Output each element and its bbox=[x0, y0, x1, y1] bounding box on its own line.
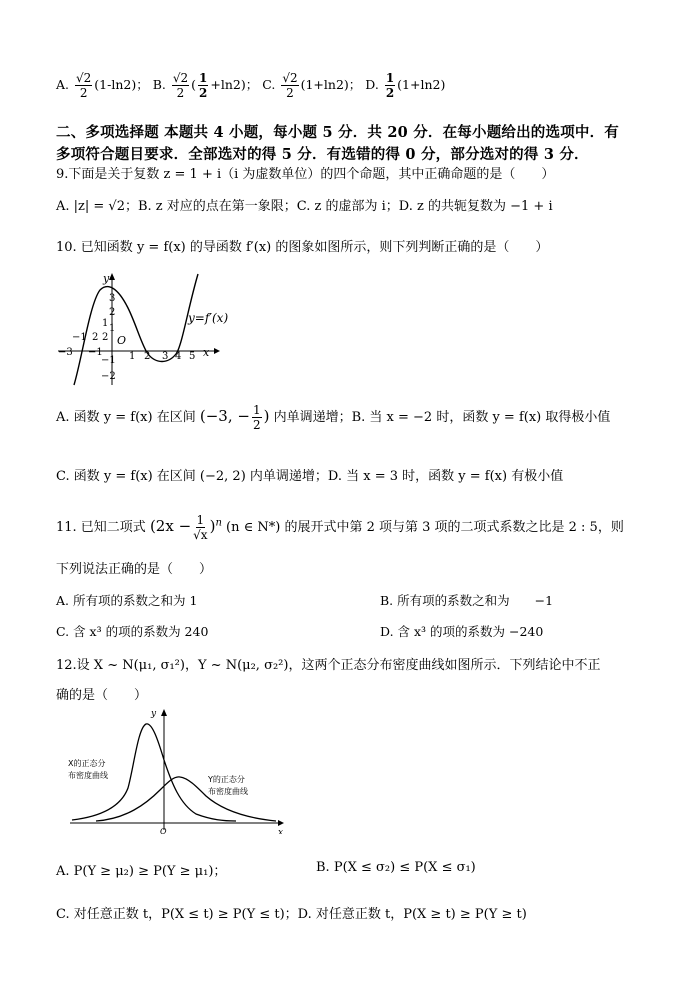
section2-line1: 二、多项选择题 本题共 4 小题，每小题 5 分．共 20 分．在每小题给出的选项中．有 bbox=[56, 124, 619, 141]
q12-y-arrow bbox=[161, 709, 167, 716]
q10-opt-a-den: 2 bbox=[252, 418, 261, 432]
q8-c-den: 2 bbox=[286, 86, 294, 100]
q10-option-ab bbox=[56, 404, 610, 431]
q11-binom-den: √x bbox=[193, 528, 208, 542]
q11-binom-exp: n bbox=[215, 517, 222, 529]
q8-a-den: 2 bbox=[79, 86, 88, 100]
q10-opt-a-num: 1 bbox=[252, 403, 261, 417]
q8-b-inner-den: 2 bbox=[199, 86, 208, 100]
q8-b-fraction bbox=[172, 72, 189, 99]
q11-binom-fraction bbox=[193, 514, 207, 541]
q10-xtick-3: 3 bbox=[162, 351, 169, 362]
q10-opt-a-right: ) bbox=[263, 407, 270, 425]
q8-d-den: 2 bbox=[385, 86, 395, 100]
q11-stem-post: (n ∈ N*) 的展开式中第 2 项与第 3 项的二项式系数之比是 2 : 5，则 bbox=[226, 520, 624, 535]
q11-stem-pre: 11. 已知二项式 bbox=[56, 520, 146, 535]
q10-xtick-4: 4 bbox=[175, 351, 182, 362]
q12-normal-graph bbox=[56, 704, 288, 834]
q8-d-fraction bbox=[385, 72, 395, 99]
q10-opt-a-left: (−3, − bbox=[199, 407, 250, 425]
q11-binom-left: (2x − bbox=[149, 517, 192, 535]
q10-ytick-neg2: −2 bbox=[101, 371, 116, 382]
q11-opt-d: D. 含 x³ 的项的系数为 −240 bbox=[380, 624, 544, 639]
q10-ytick-2: 2 bbox=[109, 307, 116, 318]
q12-x-arrow bbox=[278, 820, 284, 826]
q9-stem: 9.下面是关于复数 z = 1 + i（i 为虚数单位）的四个命题，其中正确命题的是（ ） bbox=[56, 167, 555, 182]
q8-b-num: √2 bbox=[172, 71, 189, 85]
q10-xtick-5: 5 bbox=[189, 351, 196, 362]
q12-y-label: y bbox=[151, 709, 157, 719]
q12-y-curve bbox=[96, 777, 276, 821]
q8-b-label: B. bbox=[152, 77, 166, 92]
q8-b-inner-fraction bbox=[198, 72, 208, 99]
q8-a-num: √2 bbox=[76, 71, 92, 85]
q8-a-fraction bbox=[75, 72, 92, 99]
section2-line2: 多项符合题目要求．全部选对的得 5 分．有选错的得 0 分，部分选对的得 3 分． bbox=[56, 146, 589, 163]
q10-ytick-1: 1 bbox=[109, 323, 116, 334]
q10-ytick-3: 3 bbox=[109, 293, 116, 304]
q10-derivative-curve bbox=[74, 274, 198, 385]
q10-y-label: y bbox=[103, 272, 110, 285]
q9-options: A. |z| = √2；B. z 对应的点在第一象限；C. z 的虚部为 i；D. z 的共轭复数为 −1 + i bbox=[56, 199, 553, 214]
q10-half-top: 1 bbox=[102, 318, 109, 329]
q8-b-tail: +ln2)； bbox=[210, 77, 259, 92]
q10-half-bottom: 2 bbox=[102, 332, 109, 343]
q10-opt-a-pre: A. 函数 y = f(x) 在区间 bbox=[56, 410, 196, 425]
q11-opt-a: A. 所有项的系数之和为 1 bbox=[56, 593, 198, 608]
q8-a-tail: (1-ln2)； bbox=[94, 77, 149, 92]
q12-y-curve-label-1: Y的正态分 bbox=[208, 775, 245, 784]
q10-origin-label: O bbox=[117, 334, 127, 347]
q12-origin-label: O bbox=[160, 827, 167, 834]
q8-d-num: 1 bbox=[385, 71, 395, 85]
q8-options: A. $\frac{√2}{2}$ (1-ln2)； B. $\frac{√2}{2}$ ( $\frac{1}{2}$ +ln2)； C. $\frac{√2}{2}$ (1+ln2)； D. $\frac{1}{2}$ (1+ln2) bbox=[56, 71, 446, 100]
q10-curve-label: y=f′(x) bbox=[188, 311, 229, 325]
q8-b-inner-num: 1 bbox=[199, 71, 208, 85]
q11-binom-num: 1 bbox=[196, 513, 205, 527]
q8-c-num: √2 bbox=[282, 71, 298, 85]
q10-xtick-neg3: −3 bbox=[58, 347, 73, 358]
q8-c-fraction bbox=[281, 72, 298, 99]
q10-neg-half-den: 2 bbox=[92, 332, 99, 343]
q12-x-curve-label-2: 布密度曲线 bbox=[68, 771, 108, 780]
q10-stem: 10. 已知函数 y = f(x) 的导函数 f′(x) 的图象如图所示，则下列判断正确的是（ ） bbox=[56, 240, 549, 255]
q11-opt-c: C. 含 x³ 的项的系数为 240 bbox=[56, 624, 209, 639]
q12-x-label: x bbox=[278, 828, 284, 834]
q12-opt-a: A. P(Y ≥ μ₂) ≥ P(Y ≥ μ₁)； bbox=[56, 864, 227, 879]
q10-neg-half: −1 bbox=[72, 332, 87, 343]
q11-stem-line2: 下列说法正确的是（ ） bbox=[56, 562, 213, 577]
q8-c-tail: (1+ln2)； bbox=[300, 77, 362, 92]
q12-opt-cd: C. 对任意正数 t，P(X ≤ t) ≥ P(Y ≤ t)；D. 对任意正数 t，P(X ≥ t) ≥ P(Y ≥ t) bbox=[56, 907, 527, 922]
q11-binom-right: ) bbox=[209, 517, 216, 535]
q12-stem-line2: 确的是（ ） bbox=[56, 688, 148, 703]
q10-xtick-1: 1 bbox=[129, 351, 136, 362]
q8-c-label: C. bbox=[262, 77, 276, 92]
q10-xtick-neg1: −1 bbox=[88, 347, 103, 358]
q12-x-curve-label-1: X的正态分 bbox=[68, 759, 106, 768]
q12-y-curve-label-2: 布密度曲线 bbox=[208, 787, 248, 796]
q10-opt-a-fraction bbox=[252, 404, 262, 431]
q10-x-label: x bbox=[203, 346, 210, 359]
q10-derivative-graph bbox=[56, 268, 246, 388]
q8-d-tail: (1+ln2) bbox=[397, 77, 446, 92]
q12-stem-line1: 12.设 X ~ N(μ₁, σ₁²)，Y ~ N(μ₂, σ₂²)，这两个正态分布密度曲线如图所示．下列结论中不正 bbox=[56, 658, 601, 673]
q8-b-den: 2 bbox=[176, 86, 185, 100]
q12-opt-b: B. P(X ≤ σ₂) ≤ P(X ≤ σ₁) bbox=[316, 860, 476, 875]
q11-opt-b: B. 所有项的系数之和为 −1 bbox=[380, 593, 554, 608]
q10-xtick-2: 2 bbox=[144, 351, 151, 362]
q8-d-label: D. bbox=[365, 77, 379, 92]
q10-opt-a-post: 内单调递增；B. 当 x = −2 时，函数 y = f(x) 取得极小值 bbox=[273, 410, 611, 425]
q10-option-cd: C. 函数 y = f(x) 在区间 (−2, 2) 内单调递增；D. 当 x = 3 时，函数 y = f(x) 有极小值 bbox=[56, 469, 564, 484]
q8-a-label: A. bbox=[56, 77, 70, 92]
q10-y-arrow bbox=[109, 273, 115, 280]
q11-stem bbox=[56, 514, 624, 541]
q10-ytick-neg1: −1 bbox=[101, 355, 116, 366]
q10-x-arrow bbox=[214, 348, 220, 354]
